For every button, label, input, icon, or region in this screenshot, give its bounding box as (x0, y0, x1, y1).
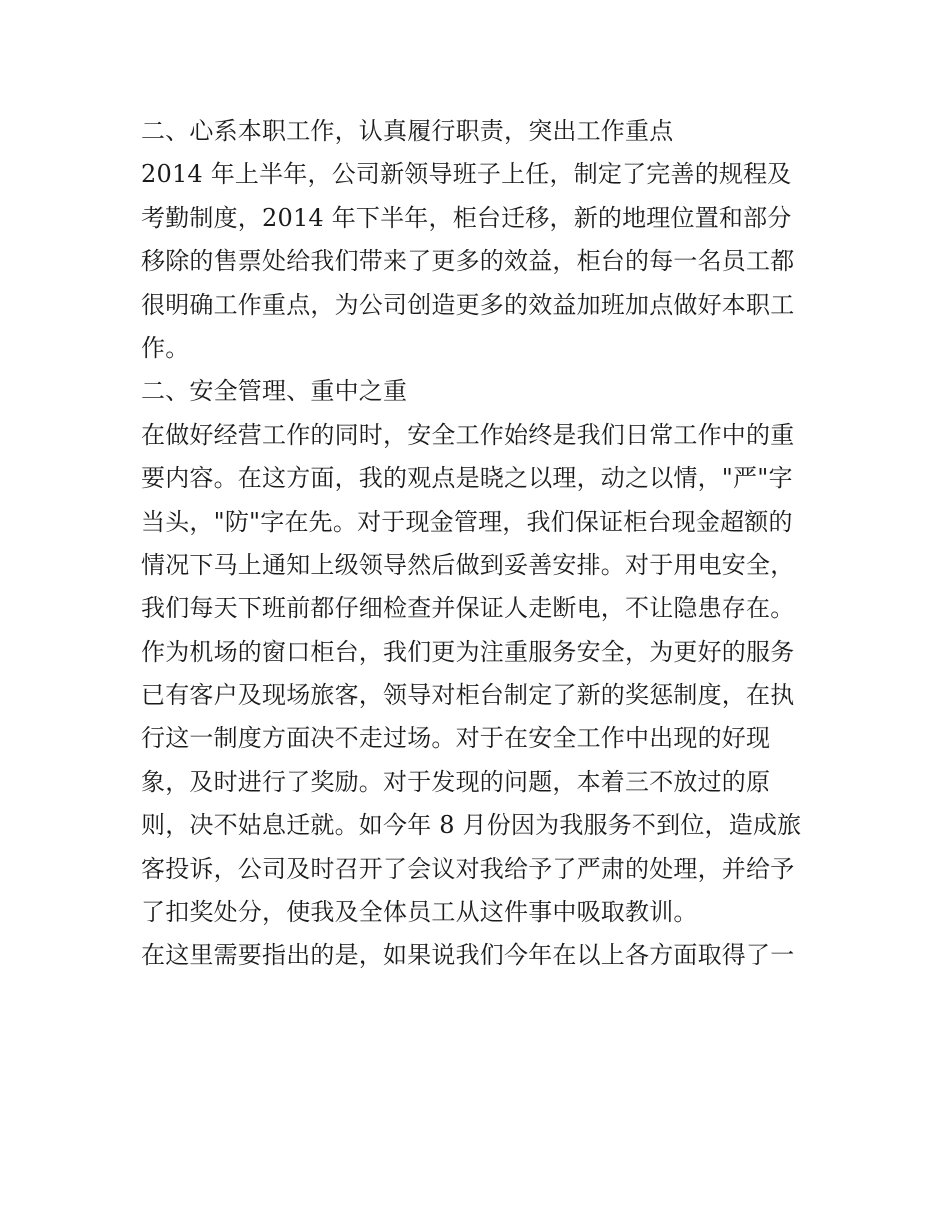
paragraph-line: 作。 (141, 333, 190, 362)
paragraph-line: 当头，"防"字在先。对于现金管理，我们保证柜台现金超额的 (141, 507, 793, 536)
paragraph-line: 客投诉，公司及时召开了会议对我给予了严肃的处理，并给予 (141, 854, 795, 883)
paragraph-line: 已有客户及现场旅客，领导对柜台制定了新的奖惩制度，在执 (141, 681, 795, 710)
paragraph-line: 要内容。在这方面，我的观点是晓之以理，动之以情，"严"字 (141, 464, 793, 493)
paragraph-line: 在这里需要指出的是，如果说我们今年在以上各方面取得了一 (141, 941, 795, 970)
paragraph-line: 象，及时进行了奖励。对于发现的问题，本着三不放过的原 (141, 767, 771, 796)
section-heading-safety: 二、安全管理、重中之重 (141, 377, 408, 406)
paragraph-line: 作为机场的窗口柜台，我们更为注重服务安全，为更好的服务 (141, 637, 795, 666)
paragraph-line: 了扣奖处分，使我及全体员工从这件事中吸取教训。 (141, 898, 698, 927)
document-body (141, 110, 813, 978)
paragraph-line: 则，决不姑息迁就。如今年 8 月份因为我服务不到位，造成旅 (141, 811, 802, 840)
paragraph-line: 很明确工作重点，为公司创造更多的效益加班加点做好本职工 (141, 290, 795, 319)
paragraph-line: 我们每天下班前都仔细检查并保证人走断电，不让隐患存在。 (141, 594, 795, 623)
paragraph-line: 在做好经营工作的同时，安全工作始终是我们日常工作中的重 (141, 420, 795, 449)
paragraph-line: 考勤制度，2014 年下半年，柜台迁移，新的地理位置和部分 (141, 203, 792, 232)
paragraph-line: 2014 年上半年，公司新领导班子上任，制定了完善的规程及 (141, 160, 792, 189)
paragraph-line: 情况下马上通知上级领导然后做到妥善安排。对于用电安全， (141, 550, 795, 579)
section-heading-work-focus: 二、心系本职工作，认真履行职责，突出工作重点 (141, 117, 674, 145)
paragraph-line: 行这一制度方面决不走过场。对于在安全工作中出现的好现 (141, 724, 771, 753)
paragraph-line: 移除的售票处给我们带来了更多的效益，柜台的每一名员工都 (141, 247, 795, 276)
